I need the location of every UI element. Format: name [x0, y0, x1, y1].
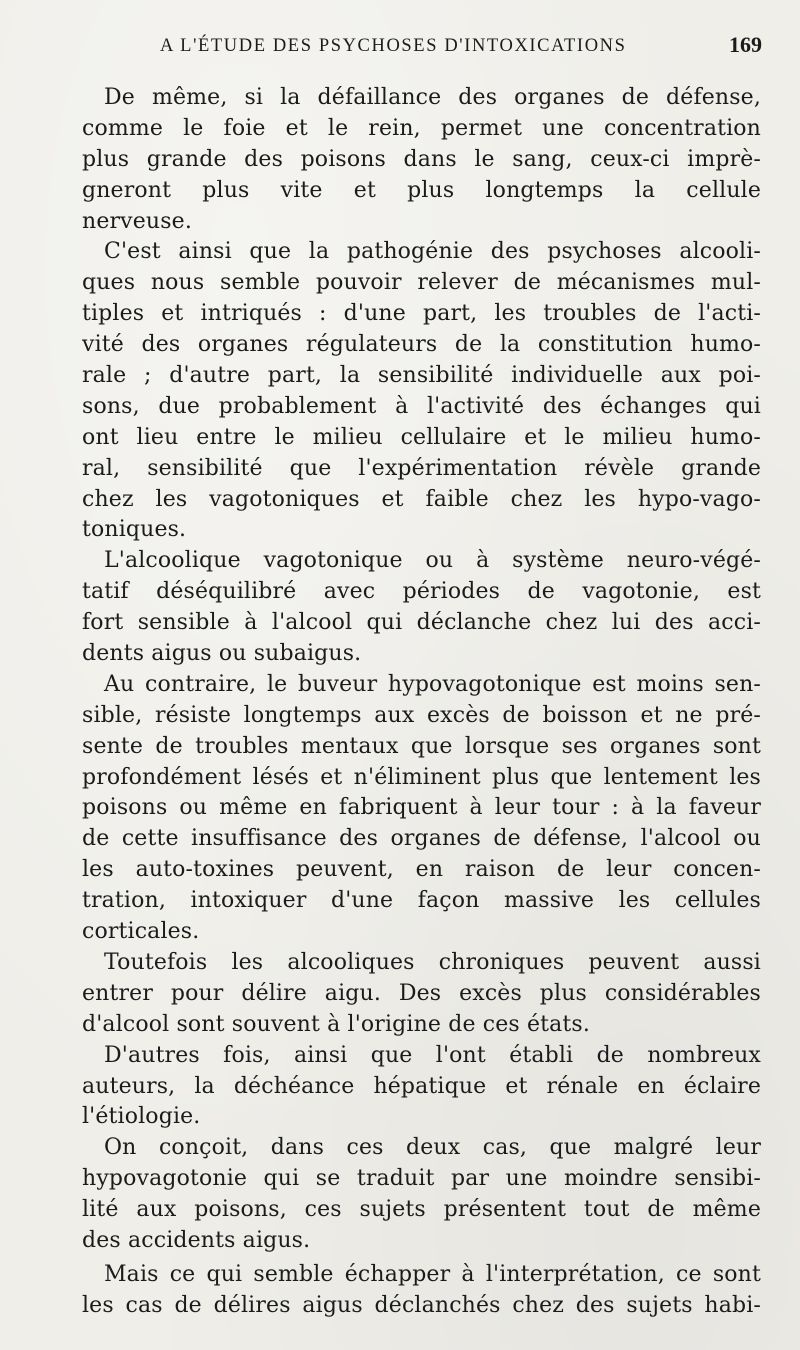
text-line: lité aux poisons, ces sujets présentent tout de même	[82, 1197, 761, 1223]
text-line: gneront plus vite et plus longtemps la cellule	[82, 177, 761, 203]
text-line: plus grande des poisons dans le sang, ceux-ci imprè-	[82, 146, 761, 172]
text-line: Mais ce qui semble échapper à l'interprétation, ce sont	[104, 1261, 761, 1287]
text-line: nerveuse.	[82, 208, 192, 234]
text-line: ques nous semble pouvoir relever de mécanismes mul-	[82, 270, 761, 296]
text-line: poisons ou même en fabriquent à leur tour : à la faveur	[82, 795, 761, 821]
text-line: auteurs, la déchéance hépatique et rénale en éclaire	[82, 1073, 761, 1099]
text-line: fort sensible à l'alcool qui déclanche chez lui des acci-	[82, 610, 761, 636]
text-line: d'alcool sont souvent à l'origine de ces états.	[82, 1011, 590, 1037]
text-line: tiples et intriqués : d'une part, les troubles de l'acti-	[82, 301, 761, 327]
text-line: tatif déséquilibré avec périodes de vagotonie, est	[82, 579, 761, 605]
text-line: D'autres fois, ainsi que l'ont établi de nombreux	[104, 1042, 761, 1068]
body-text	[82, 83, 761, 1322]
text-line: L'alcoolique vagotonique ou à système neuro-végé-	[104, 548, 761, 574]
text-line: profondément lésés et n'éliminent plus que lentement les	[82, 764, 761, 790]
text-line: Toutefois les alcooliques chroniques peuvent aussi	[104, 949, 761, 975]
text-line: ont lieu entre le milieu cellulaire et le milieu humo-	[82, 424, 761, 450]
text-line: entrer pour délire aigu. Des excès plus considérables	[82, 980, 761, 1006]
page-number: 169	[729, 32, 762, 57]
text-line: ral, sensibilité que l'expérimentation révèle grande	[82, 455, 761, 481]
text-line: les auto-toxines peuvent, en raison de leur concen-	[82, 857, 761, 883]
text-line: des accidents aigus.	[82, 1227, 311, 1253]
text-line: hypovagotonie qui se traduit par une moindre sensibi-	[82, 1166, 761, 1192]
text-line: rale ; d'autre part, la sensibilité individuelle aux poi-	[82, 363, 761, 389]
text-line: comme le foie et le rein, permet une concentration	[82, 115, 761, 141]
text-line: les cas de délires aigus déclanchés chez des sujets habi-	[82, 1292, 761, 1318]
text-line: C'est ainsi que la pathogénie des psychoses alcooli-	[104, 239, 761, 265]
text-line: sente de troubles mentaux que lorsque ses organes sont	[82, 733, 761, 759]
text-line: de cette insuffisance des organes de défense, l'alcool ou	[82, 826, 761, 852]
text-line: De même, si la défaillance des organes de défense,	[104, 85, 761, 110]
text-line: toniques.	[82, 517, 187, 543]
text-line: tration, intoxiquer d'une façon massive les cellules	[82, 888, 761, 914]
text-line: sons, due probablement à l'activité des échanges qui	[82, 393, 761, 419]
text-line: On conçoit, dans ces deux cas, que malgré leur	[104, 1135, 761, 1161]
text-line: dents aigus ou subaigus.	[82, 641, 362, 667]
text-line: Au contraire, le buveur hypovagotonique est moins sen-	[104, 671, 761, 697]
text-line: vité des organes régulateurs de la constitution humo-	[82, 332, 761, 358]
text-line: sible, résiste longtemps aux excès de boisson et ne pré-	[82, 702, 761, 728]
text-line: corticales.	[82, 919, 200, 945]
text-line: l'étiologie.	[82, 1104, 201, 1130]
running-head: A L'ÉTUDE DES PSYCHOSES D'INTOXICATIONS	[160, 36, 627, 56]
text-line: chez les vagotoniques et faible chez les hypo-vago-	[82, 486, 761, 512]
